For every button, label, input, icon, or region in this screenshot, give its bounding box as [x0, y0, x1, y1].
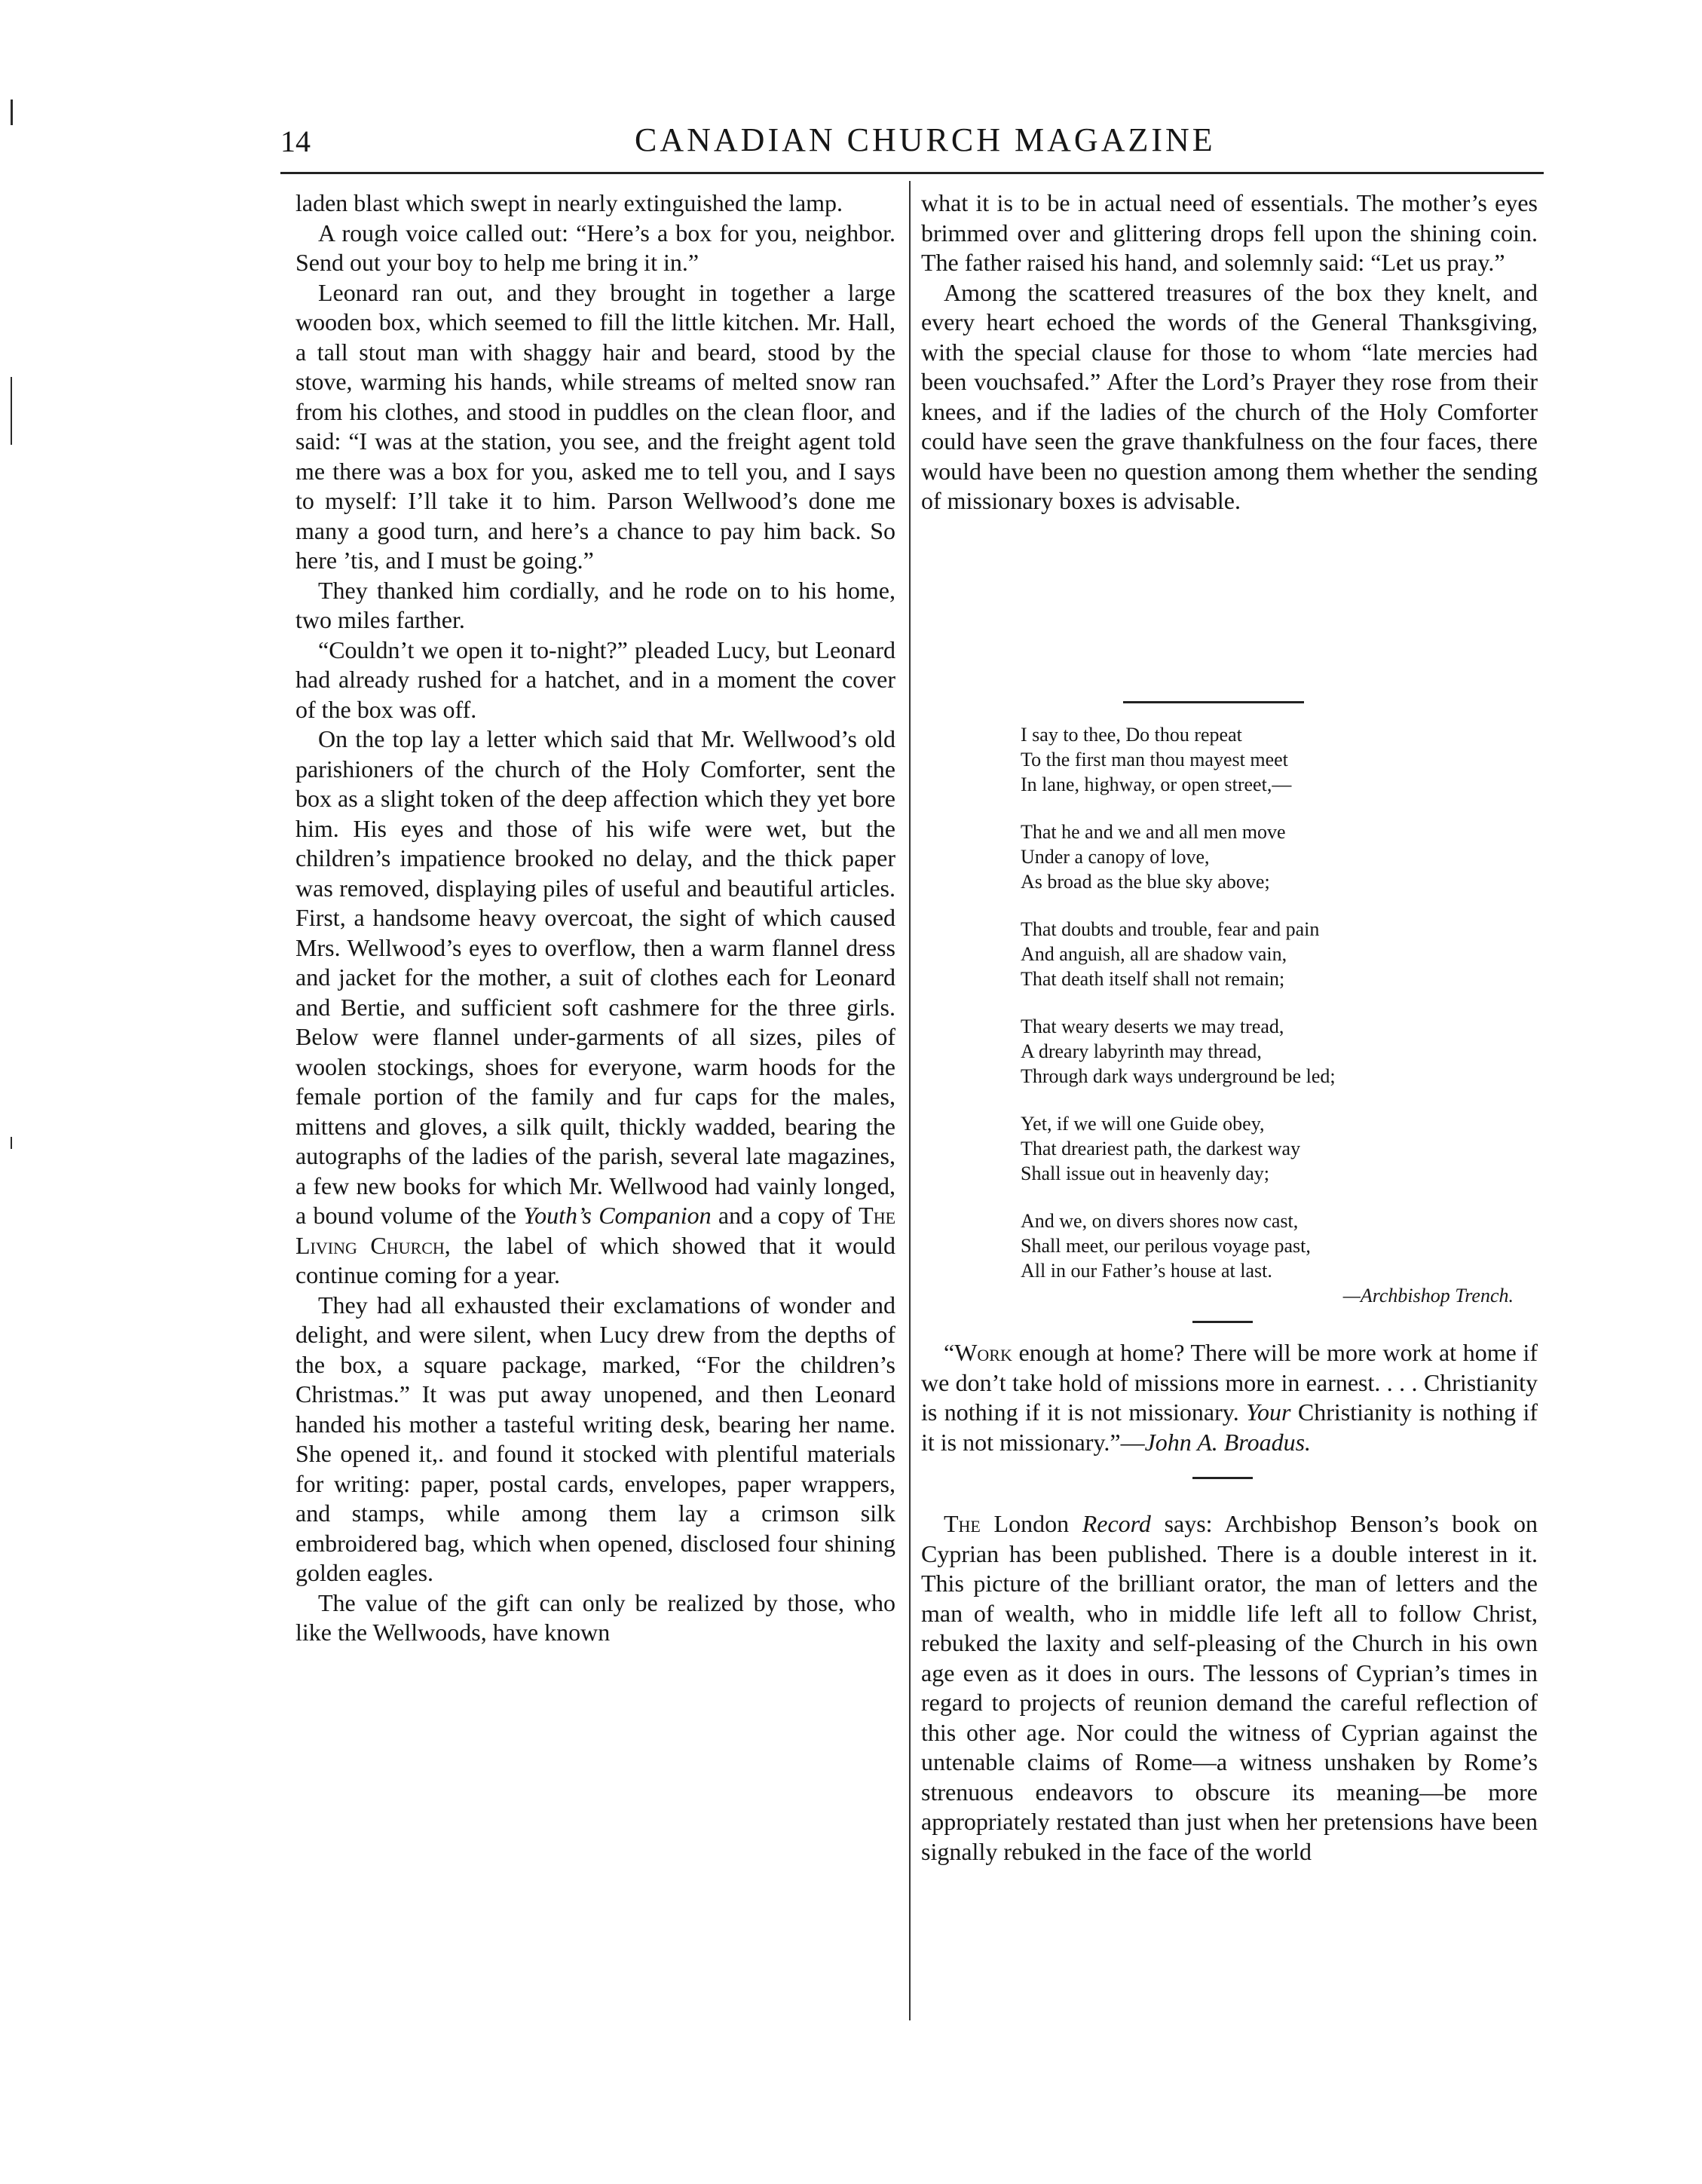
right-column-story: [921, 188, 1538, 516]
margin-mark: [11, 1137, 12, 1149]
poem-line: A dreary labyrinth may thread,: [1021, 1040, 1262, 1062]
record-paragraph: [921, 1509, 1538, 1867]
poem-line: Shall issue out in heavenly day;: [1021, 1162, 1270, 1184]
poem-stanza: [1021, 722, 1533, 797]
page-number: 14: [280, 124, 311, 158]
poem: [1021, 722, 1533, 1308]
poem-line: And anguish, all are shadow vain,: [1021, 943, 1287, 965]
margin-mark: [11, 377, 12, 445]
section-rule: [1123, 701, 1304, 703]
paragraph: laden blast which swept in nearly extinguished the lamp.: [295, 189, 843, 216]
text-run: enough at home? There will be more work at home if we don’t take hold of missions more in earnest. . . . Christianity is nothing if it is not missionary.: [921, 1339, 1538, 1426]
paragraph: Among the scattered treasures of the box they knelt, and every heart echoed the words of the General Thanksgiving, with the special clause for those to whom “late mercies had been vouchsafed.” After the Lord’s Prayer they rose from their knees, and if the ladies of the church of the Holy Comforter could have seen the grave thankfulness on the four faces, there would have been no question among them whether the sending of missionary boxes is advisable.: [921, 278, 1538, 514]
text-run: says: Archbishop Benson’s book on Cyprian has been published. There is a double interest in it. This picture of the brilliant orator, the man of letters and the man of wealth, who in middle life left all to follow Christ, rebuked the laxity and self-pleasing of the Church in his own age even as it does in ours. The lessons of Cyprian’s times in regard to projects of reunion demand the careful reflection of this other age. Nor could the witness of Cyprian against the untenable claims of Rome—a witness unshaken by Rome’s strenuous endeavors to obscure its meaning—be more appropriately restated than just when her pretensions have been signally rebuked in the face of the world: [921, 1510, 1538, 1865]
poem-line: That death itself shall not remain;: [1021, 968, 1285, 990]
poem-line: Shall meet, our perilous voyage past,: [1021, 1235, 1311, 1257]
periodical-title: Youth’s Companion: [523, 1202, 712, 1229]
paragraph: “Couldn’t we open it to-night?” pleaded Lucy, but Leonard had already rushed for a hatchet, and in a moment the cover of the box was off.: [295, 636, 895, 723]
poem-line: In lane, highway, or open street,—: [1021, 773, 1292, 795]
poem-line: Yet, if we will one Guide obey,: [1021, 1113, 1265, 1135]
poem-stanza: [1021, 1208, 1533, 1283]
text-run: On the top lay a letter which said that Mr. Wellwood’s old parishioners of the church of the Holy Comforter, sent the box as a slight token of the deep affection which they yet bore him. His eyes and those of his wife were wet, but the children’s impatience brooked no delay, and the thick paper was removed, displaying piles of useful and beautiful articles. First, a handsome heavy overcoat, the sight of which caused Mrs. Wellwood’s eyes to overflow, then a warm flannel dress and jacket for the mother, a suit of clothes each for Leonard and Bertie, and sufficient soft cashmere for the three girls. Below were flannel under-garments of all sizes, piles of woolen stockings, shoes for everyone, warm hoods for the female portion of the family and fur caps for the males, mittens and gloves, a silk quilt, thickly wadded, bearing the autographs of the ladies of the parish, several late magazines, a few new books for which Mr. Wellwood had vainly longed, a bound volume of the: [295, 725, 895, 1229]
poem-stanza: [1021, 1111, 1533, 1186]
poem-line: That he and we and all men move: [1021, 821, 1286, 843]
right-column-items: [921, 1338, 1538, 1867]
poem-line: And we, on divers shores now cast,: [1021, 1210, 1299, 1232]
poem-line: That weary deserts we may tread,: [1021, 1015, 1284, 1037]
header-rule: [280, 172, 1544, 174]
section-rule: [1192, 1321, 1253, 1323]
text-run: and a copy of: [718, 1202, 852, 1229]
paragraph: The value of the gift can only be realized by those, who like the Wellwoods, have known: [295, 1588, 895, 1646]
quote-author: John A. Broadus.: [1144, 1428, 1312, 1456]
poem-line: Under a canopy of love,: [1021, 846, 1210, 868]
poem-line: That dreariest path, the darkest way: [1021, 1138, 1301, 1159]
running-header: [280, 121, 1544, 167]
text-run: London: [993, 1510, 1070, 1537]
text-run: The: [944, 1510, 981, 1537]
poem-stanza: [1021, 819, 1533, 894]
text-run: “Work: [944, 1339, 1012, 1366]
text-run: Your: [1246, 1398, 1291, 1426]
paragraph: They thanked him cordially, and he rode on to his home, two miles farther.: [295, 576, 895, 633]
margin-mark: [11, 100, 13, 125]
periodical-title: The Living Church,: [295, 1202, 896, 1259]
poem-attribution: —Archbishop Trench.: [1342, 1285, 1514, 1306]
left-column: [295, 188, 895, 1648]
paragraph: Leonard ran out, and they brought in together a large wooden box, which seemed to fill the little kitchen. Mr. Hall, a tall stout man with shaggy hair and beard, stood by the stove, warming his hands, while streams of melted snow ran from his clothes, and stood in puddles on the clean floor, and said: “I was at the station, you see, and the freight agent told me there was a box for you, asked me to tell you, and I says to myself: I’ll take it to him. Parson Wellwood’s done me many a good turn, and here’s a chance to pay him back. So here ’tis, and I must be going.”: [295, 278, 895, 574]
text-run: the label of which showed that it would continue coming for a year.: [295, 1231, 896, 1288]
poem-line: All in our Father’s house at last.: [1021, 1260, 1272, 1282]
paragraph: [295, 724, 895, 1291]
periodical-title: Record: [1082, 1510, 1151, 1537]
paragraph: A rough voice called out: “Here’s a box for you, neighbor. Send out your boy to help me bring it in.”: [295, 219, 895, 276]
poem-line: As broad as the blue sky above;: [1021, 871, 1270, 893]
section-rule: [1192, 1477, 1253, 1479]
poem-line: Through dark ways underground be led;: [1021, 1065, 1336, 1087]
poem-stanza: [1021, 1014, 1533, 1089]
poem-line: I say to thee, Do thou repeat: [1021, 724, 1242, 746]
poem-stanza: [1021, 917, 1533, 991]
poem-line: That doubts and trouble, fear and pain: [1021, 918, 1320, 940]
poem-line: To the first man thou mayest meet: [1021, 749, 1288, 770]
paragraph: They had all exhausted their exclamations of wonder and delight, and were silent, when Lucy drew from the depths of the box, a square package, marked, “For the children’s Christmas.” It was put away unopened, and then Leonard handed his mother a tasteful writing desk, bearing her name. She opened it,. and found it stocked with plentiful materials for writing: paper, postal cards, envelopes, paper wrappers, and stamps, while among them lay a crimson silk embroidered bag, which when opened, disclosed four shining golden eagles.: [295, 1291, 895, 1586]
magazine-title: CANADIAN CHURCH MAGAZINE: [635, 121, 1216, 158]
broadus-quote: [921, 1338, 1538, 1457]
paragraph: what it is to be in actual need of essentials. The mother’s eyes brimmed over and glittering drops fell upon the shining coin. The father raised his hand, and solemnly said: “Let us pray.”: [921, 189, 1538, 276]
column-divider: [909, 181, 911, 2020]
text-run: Christianity is nothing if it is not missionary.”—: [921, 1398, 1538, 1456]
